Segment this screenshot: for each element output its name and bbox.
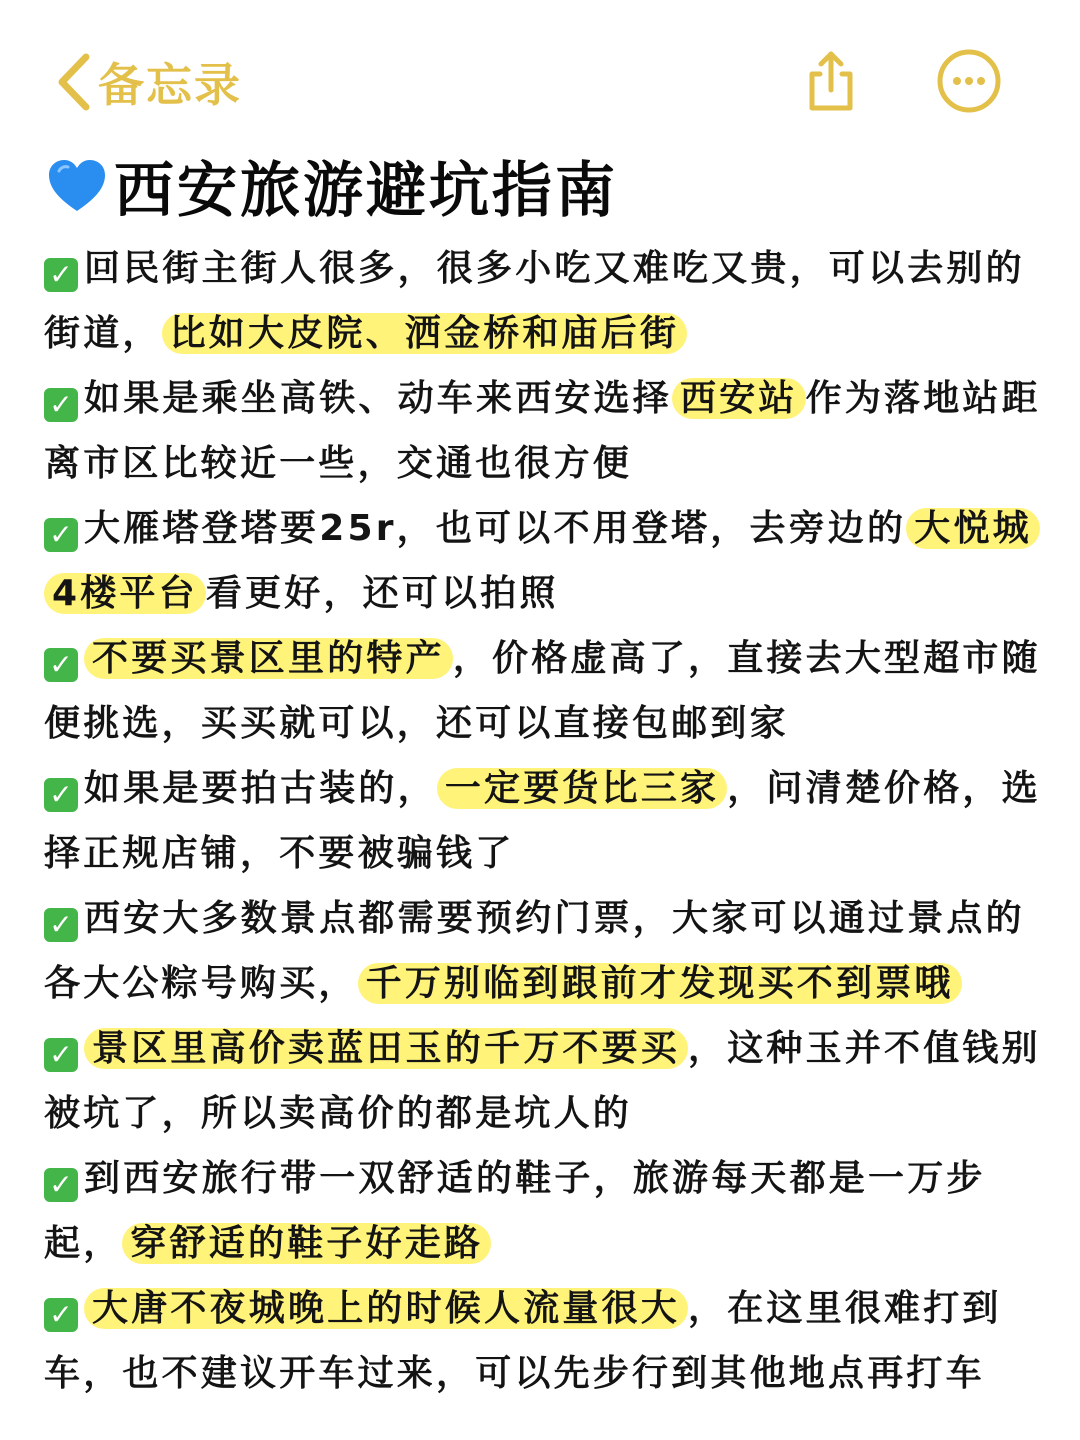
list-item [44, 886, 1044, 1016]
check-mark-button-icon: ✓ [44, 908, 78, 942]
chevron-left-icon [52, 51, 94, 113]
list-item [44, 1146, 1044, 1276]
note-body[interactable] [44, 236, 1044, 1406]
more-options-button[interactable] [934, 46, 1004, 116]
check-mark-button-icon: ✓ [44, 1168, 78, 1202]
nav-bar [0, 0, 1080, 150]
note-title: 西安旅游避坑指南 [114, 156, 618, 226]
note-title-row [46, 148, 618, 224]
check-mark-button-icon: ✓ [44, 518, 78, 552]
more-icon [934, 46, 1004, 116]
list-item [44, 626, 1044, 756]
highlight-text: 穿舒适的鞋子好走路 [122, 1223, 491, 1264]
item-text: 西安大多数景点都需要预约门票，大家可以通过景点的各大公粽号购买， [44, 898, 1025, 1004]
list-item [44, 496, 1044, 626]
check-mark-button-icon: ✓ [44, 388, 78, 422]
item-text: ，在这里很难打到车，也不建议开车过来，可以先步行到其他地点再打车 [44, 1288, 1002, 1394]
list-item [44, 236, 1044, 366]
back-label: 备忘录 [98, 58, 242, 112]
share-icon [796, 46, 866, 116]
highlight-text: 大唐不夜城晚上的时候人流量很大 [84, 1288, 688, 1329]
list-item [44, 756, 1044, 886]
item-text: ，价格虚高了，直接去大型超市随便挑选，买买就可以，还可以直接包邮到家 [44, 638, 1041, 744]
highlight-text: 一定要货比三家 [437, 768, 727, 809]
check-mark-button-icon: ✓ [44, 1038, 78, 1072]
item-text: 看更好，还可以拍照 [205, 573, 559, 614]
list-item [44, 1016, 1044, 1146]
item-text: ，问清楚价格，选择正规店铺，不要被骗钱了 [44, 768, 1041, 874]
item-text: 到西安旅行带一双舒适的鞋子，旅游每天都是一万步起， [44, 1158, 986, 1264]
item-text: 如果是要拍古装的， [84, 768, 437, 809]
highlight-text: 千万别临到跟前才发现买不到票哦 [358, 963, 962, 1004]
item-text: 作为落地站距离市区比较近一些，交通也很方便 [44, 378, 1041, 484]
check-mark-button-icon: ✓ [44, 1298, 78, 1332]
list-item [44, 1276, 1044, 1406]
check-mark-button-icon: ✓ [44, 648, 78, 682]
check-mark-button-icon: ✓ [44, 258, 78, 292]
share-button[interactable] [796, 46, 866, 116]
list-item [44, 366, 1044, 496]
check-mark-button-icon: ✓ [44, 778, 78, 812]
highlight-text: 比如大皮院、洒金桥和庙后街 [162, 313, 688, 354]
highlight-text: 大悦城4楼平台 [44, 508, 1040, 614]
highlight-text: 景区里高价卖蓝田玉的千万不要买 [84, 1028, 688, 1069]
highlight-text: 西安站 [672, 378, 806, 419]
back-button[interactable] [52, 50, 242, 114]
item-text: 如果是乘坐高铁、动车来西安选择 [84, 378, 673, 419]
blue-heart-icon [46, 157, 108, 215]
highlight-text: 不要买景区里的特产 [84, 638, 453, 679]
item-text: ，这种玉并不值钱别被坑了，所以卖高价的都是坑人的 [44, 1028, 1041, 1134]
item-text: 回民街主街人很多，很多小吃又难吃又贵，可以去别的街道， [44, 248, 1025, 354]
item-text: 大雁塔登塔要25r，也可以不用登塔，去旁边的 [84, 508, 907, 549]
